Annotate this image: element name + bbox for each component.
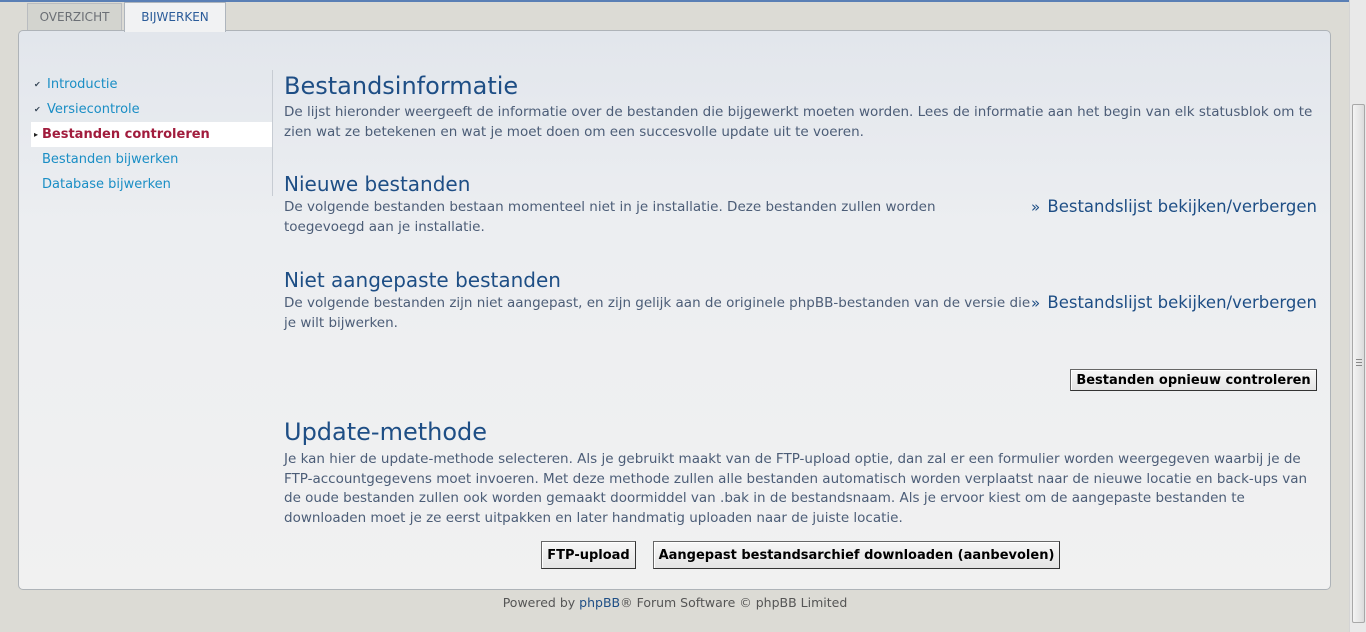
footer-suffix: ® Forum Software © phpBB Limited	[620, 595, 848, 610]
intro-text: De lijst hieronder weergeeft de informatie over de bestanden die bijgewerkt moeten worden. Lees de informatie aan het begin van elk statusblok om te zien wat ze betekenen en wat je moet doen om een succesvolle update uit te voeren.	[284, 104, 1313, 140]
sidebar-item-label: Introductie	[47, 77, 118, 92]
sidebar-menu	[31, 72, 272, 197]
sidebar-item-label: Bestanden controleren	[42, 127, 210, 142]
recheck-files-button[interactable]: Bestanden opnieuw controleren	[1070, 369, 1317, 391]
sidebar-item-introductie[interactable]	[31, 72, 272, 97]
toggle-new-files-link[interactable]	[1031, 197, 1317, 216]
arrow-bullet-icon: ▸	[34, 130, 39, 139]
sidebar-item-label: Bestanden bijwerken	[42, 152, 179, 167]
sidebar-item-bestanden-bijwerken[interactable]	[31, 147, 272, 172]
scrollbar-grip-icon	[1356, 359, 1362, 367]
update-method-text: Je kan hier de update-methode selecteren. Als je gebruikt maakt van de FTP-upload optie, dan zal er een formulier worden weergegeven waarbij je de FTP-accountgegevens moet invoeren. Met deze methode zullen alle bestanden automatisch worden verplaatst naar de nieuwe locatie en back-ups van de oude bestanden zullen ook worden gemaakt doormiddel van .bak in de bestandsnaam. Als je ervoor kiest om de aangepaste bestanden te downloaden moet je ze eerst uitpakken en later handmatig uploaden naar de juiste locatie.	[284, 451, 1308, 526]
toggle-label: Bestandslijst bekijken/verbergen	[1047, 293, 1317, 312]
section-heading-new-files: Nieuwe bestanden	[284, 172, 471, 196]
check-bullet-icon: ✔	[34, 105, 41, 114]
sidebar-item-bestanden-controleren[interactable]	[31, 122, 272, 147]
tab-overzicht[interactable]: OVERZICHT	[27, 3, 122, 30]
phpbb-link[interactable]: phpBB	[579, 595, 621, 610]
tab-bijwerken[interactable]: BIJWERKEN	[124, 2, 226, 32]
section-heading-unmodified-files: Niet aangepaste bestanden	[284, 268, 561, 292]
sidebar-item-label: Versiecontrole	[47, 102, 140, 117]
update-method-heading: Update-methode	[284, 418, 488, 446]
check-bullet-icon: ✔	[34, 80, 41, 89]
toggle-unmodified-files-link[interactable]	[1031, 293, 1317, 312]
sidebar-divider	[272, 70, 273, 196]
raquo-icon: »	[1030, 198, 1041, 216]
footer	[0, 595, 1350, 610]
sidebar-item-label: Database bijwerken	[42, 177, 171, 192]
sidebar-item-versiecontrole[interactable]	[31, 97, 272, 122]
raquo-icon: »	[1030, 294, 1041, 312]
page-title: Bestandsinformatie	[284, 72, 519, 100]
scrollbar-thumb[interactable]	[1352, 104, 1365, 623]
sidebar-item-database-bijwerken[interactable]	[31, 172, 272, 197]
download-archive-button[interactable]: Aangepast bestandsarchief downloaden (aanbevolen)	[653, 541, 1060, 569]
footer-prefix: Powered by	[502, 595, 580, 610]
section-text-unmodified-files: De volgende bestanden zijn niet aangepast, en zijn gelijk aan de originele phpBB-bestanden van de versie die je wilt bijwerken.	[284, 295, 1031, 331]
toggle-label: Bestandslijst bekijken/verbergen	[1047, 197, 1317, 216]
section-text-new-files: De volgende bestanden bestaan momenteel niet in je installatie. Deze bestanden zullen worden toegevoegd aan je installatie.	[284, 199, 936, 235]
vertical-scrollbar[interactable]	[1349, 0, 1366, 632]
ftp-upload-button[interactable]: FTP-upload	[541, 541, 636, 569]
